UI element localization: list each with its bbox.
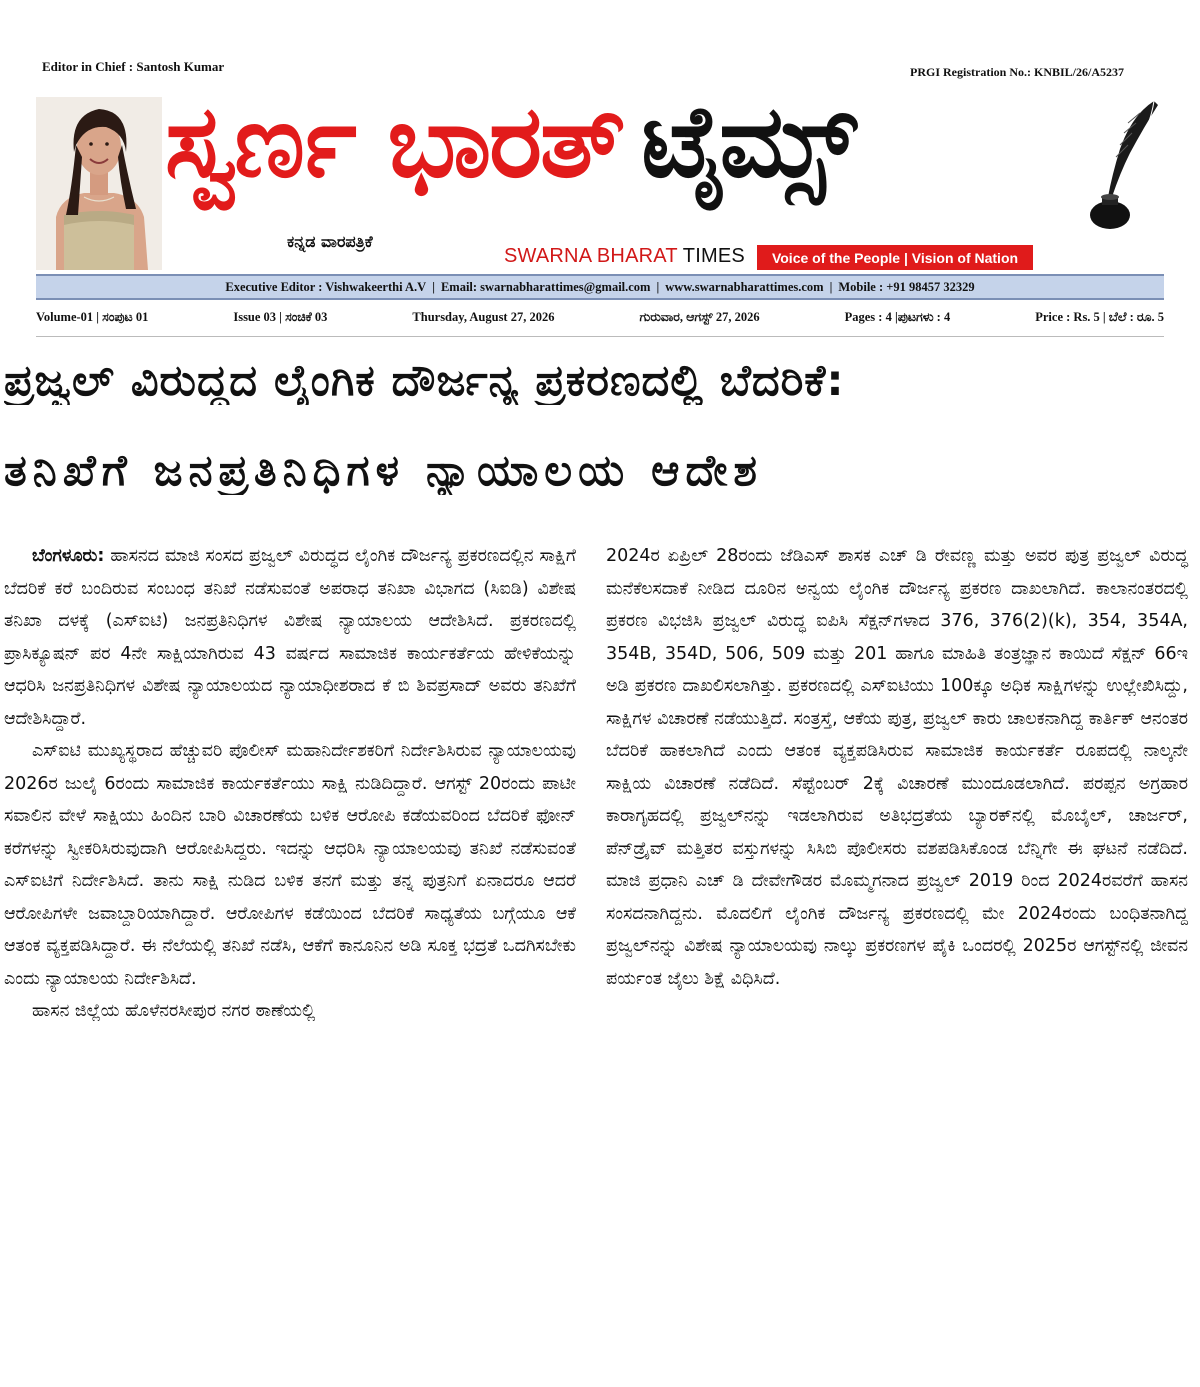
quill-inkpot-icon xyxy=(1080,97,1162,232)
article-paragraph xyxy=(4,540,576,735)
date-english: Thursday, August 27, 2026 xyxy=(412,310,555,324)
article-paragraph: ಹಾಸನ ಜಿಲ್ಲೆಯ ಹೊಳೆನರಸೀಪುರ ನಗರ ಠಾಣೆಯಲ್ಲಿ xyxy=(32,1001,316,1021)
email-contact[interactable]: Email: swarnabharattimes@gmail.com xyxy=(440,279,651,294)
date-kannada: ಗುರುವಾರ, ಆಗಸ್ಟ್ 27, 2026 xyxy=(639,310,760,324)
paragraph-text: ಹಾಸನದ ಮಾಜಿ ಸಂಸದ ಪ್ರಜ್ವಲ್ ವಿರುದ್ಧದ ಲೈಂಗಿಕ ದೌರ್ಜನ್ಯ ಪ್ರಕರಣದಲ್ಲಿನ ಸಾಕ್ಷಿಗೆ ಬೆದರಿಕೆ ಕರೆ ಬಂದಿರುವ ಸಂಬಂಧ ತನಿಖೆ ನಡೆಸುವಂತೆ ಅಪರಾಧ ತನಿಖಾ ವಿಭಾಗದ (ಸಿಐಡಿ) ವಿಶೇಷ ತನಿಖಾ ದಳಕ್ಕೆ (ಎಸ್‌ಐಟಿ) ಜನಪ್ರತಿನಿಧಿಗಳ ವಿಶೇಷ ನ್ಯಾಯಾಲಯ ಆದೇಶಿಸಿದೆ. ಪ್ರಕರಣದಲ್ಲಿ ಪ್ರಾಸಿಕ್ಯೂಷನ್ ಪರ 4ನೇ ಸಾಕ್ಷಿಯಾಗಿರುವ 43 ವರ್ಷದ ಸಾಮಾಜಿಕ ಕಾರ್ಯಕರ್ತೆಯ ಹೇಳಿಕೆಯನ್ನು ಆಧರಿಸಿ ಜನಪ್ರತಿನಿಧಿಗಳ ವಿಶೇಷ ನ್ಯಾಯಾಲಯದ ನ್ಯಾಯಾಧೀಶರಾದ ಕೆ ಬಿ ಶಿವಪ್ರಸಾದ್ ಅವರು ತನಿಖೆಗೆ ಆದೇಶಿಸಿದ್ದಾರೆ. xyxy=(4,546,576,729)
masthead-black-text: ಟೈಮ್ಸ್ xyxy=(641,83,855,200)
article-column-left xyxy=(4,540,576,1386)
masthead-photo xyxy=(36,97,162,270)
article-paragraph: ಎಸ್‌ಐಟಿ ಮುಖ್ಯಸ್ಥರಾದ ಹೆಚ್ಚುವರಿ ಪೊಲೀಸ್ ಮಹಾನಿರ್ದೇಶಕರಿಗೆ ನಿರ್ದೇಶಿಸಿರುವ ನ್ಯಾಯಾಲಯವು 2026ರ ಜುಲೈ 6ರಂದು ಸಾಮಾಜಿಕ ಕಾರ್ಯಕರ್ತೆಯು ಸಾಕ್ಷಿ ನುಡಿದಿದ್ದಾರೆ. ಆಗಸ್ಟ್ 20ರಂದು ಪಾಟೀ ಸವಾಲಿನ ವೇಳೆ ಸಾಕ್ಷಿಯು ಹಿಂದಿನ ಬಾರಿ ವಿಚಾರಣೆಯ ಬಳಿಕ ಆರೋಪಿ ಕಡೆಯವರಿಂದ ಬೆದರಿಕೆ ಫೋನ್ ಕರೆಗಳನ್ನು ಸ್ವೀಕರಿಸಿರುವುದಾಗಿ ಆರೋಪಿಸಿದ್ದರು. ಇದನ್ನು ಆಧರಿಸಿ ನ್ಯಾಯಾಲಯವು ತನಿಖೆ ನಡೆಸುವಂತೆ ಎಸ್‌ಐಟಿಗೆ ನಿರ್ದೇಶಿಸಿದೆ. ತಾನು ಸಾಕ್ಷಿ ನುಡಿದ ಬಳಿಕ ತನಗೆ ಮತ್ತು ತನ್ನ ಪುತ್ರನಿಗೆ ಏನಾದರೂ ಆದರೆ ಆರೋಪಿಗಳೇ ಜವಾಬ್ದಾರಿಯಾಗಿದ್ದಾರೆ. ಆರೋಪಿಗಳ ಕಡೆಯಿಂದ ಬೆದರಿಕೆ ಸಾಧ್ಯತೆಯ ಬಗ್ಗೆಯೂ ಆಕೆ ಆತಂಕ ವ್ಯಕ್ತಪಡಿಸಿದ್ದಾರೆ. ಈ ನೆಲೆಯಲ್ಲಿ ತನಿಖೆ ನಡೆಸಿ, ಆಕೆಗೆ ಕಾನೂನಿನ ಅಡಿ ಸೂಕ್ತ ಭದ್ರತೆ ಒದಗಿಸಬೇಕು ಎಂದು ನ್ಯಾಯಾಲಯ ನಿರ್ದೇಶಿಸಿದೆ. xyxy=(4,741,576,989)
issue-info: Issue 03 | ಸಂಚಿಕೆ 03 xyxy=(233,310,328,324)
article-column-right xyxy=(606,540,1188,995)
separator: | xyxy=(829,279,833,294)
masthead-red-text: ಸ್ವರ್ಣ ಭಾರತ್ xyxy=(165,83,624,200)
woman-portrait-image xyxy=(36,97,162,270)
separator: | xyxy=(432,279,435,294)
volume-info: Volume-01 | ಸಂಪುಟ 01 xyxy=(36,310,149,324)
mobile-contact: Mobile : +91 98457 32329 xyxy=(838,279,975,294)
website-link[interactable]: www.swarnabharattimes.com xyxy=(665,279,824,294)
headline-line-2: ತನಿಖೆಗೆ ಜನಪ್ರತಿನಿಧಿಗಳ ನ್ಯಾಯಾಲಯ ಆದೇಶ xyxy=(4,448,763,496)
contact-info-bar xyxy=(36,274,1164,300)
separator: | xyxy=(656,279,660,294)
executive-editor: Executive Editor : Vishwakeerthi A.V xyxy=(225,279,427,294)
pages-info: Pages : 4 |ಪುಟಗಳು : 4 xyxy=(844,310,951,324)
edition-info-line xyxy=(36,310,1164,325)
divider xyxy=(36,336,1164,337)
price-info: Price : Rs. 5 | ಬೆಲೆ : ರೂ. 5 xyxy=(1035,310,1164,324)
brand-name xyxy=(504,245,745,268)
prgi-registration: PRGI Registration No.: KNBIL/26/A5237 xyxy=(910,65,1124,79)
dateline: ಬೆಂಗಳೂರು: xyxy=(32,546,105,566)
brand-name-red: SWARNA BHARAT xyxy=(504,245,678,267)
tagline-banner: Voice of the People | Vision of Nation xyxy=(757,245,1033,270)
editor-in-chief: Editor in Chief : Santosh Kumar xyxy=(42,59,225,74)
masthead-title xyxy=(165,83,855,200)
brand-name-black: TIMES xyxy=(682,245,745,267)
masthead-subtitle: ಕನ್ನಡ ವಾರಪತ್ರಿಕೆ xyxy=(287,232,373,251)
article-paragraph: 2024ರ ಏಪ್ರಿಲ್ 28ರಂದು ಜೆಡಿಎಸ್ ಶಾಸಕ ಎಚ್ ಡಿ ರೇವಣ್ಣ ಮತ್ತು ಅವರ ಪುತ್ರ ಪ್ರಜ್ವಲ್ ವಿರುದ್ಧ ಮನೆಕೆಲಸದಾಕೆ ನೀಡಿದ ದೂರಿನ ಅನ್ವಯ ಲೈಂಗಿಕ ದೌರ್ಜನ್ಯ ಪ್ರಕರಣ ದಾಖಲಾಗಿದೆ. ಕಾಲಾನಂತರದಲ್ಲಿ ಪ್ರಕರಣ ವಿಭಜಿಸಿ ಪ್ರಜ್ವಲ್ ವಿರುದ್ಧ ಐಪಿಸಿ ಸೆಕ್ಷನ್‌ಗಳಾದ 376, 376(2)(k), 354, 354A, 354B, 354D, 506, 509 ಮತ್ತು 201 ಹಾಗೂ ಮಾಹಿತಿ ತಂತ್ರಜ್ಞಾನ ಕಾಯಿದೆ ಸೆಕ್ಷನ್ 66ಇ ಅಡಿ ಪ್ರಕರಣ ದಾಖಲಿಸಲಾಗಿತ್ತು. ಪ್ರಕರಣದಲ್ಲಿ ಎಸ್‌ಐಟಿಯು 100ಕ್ಕೂ ಅಧಿಕ ಸಾಕ್ಷಿಗಳನ್ನು ಉಲ್ಲೇಖಿಸಿದ್ದು, ಸಾಕ್ಷಿಗಳ ವಿಚಾರಣೆ ನಡೆಯುತ್ತಿದೆ. ಸಂತ್ರಸ್ತೆ, ಆಕೆಯ ಪುತ್ರ, ಪ್ರಜ್ವಲ್ ಕಾರು ಚಾಲಕನಾಗಿದ್ದ ಕಾರ್ತಿಕ್ ಆನಂತರ ಬೆದರಿಕೆ ಹಾಕಲಾಗಿದೆ ಎಂದು ಆತಂಕ ವ್ಯಕ್ತಪಡಿಸಿರುವ ಸಾಮಾಜಿಕ ಕಾರ್ಯಕರ್ತೆ ರೂಪದಲ್ಲಿ ನಾಲ್ಕನೇ ಸಾಕ್ಷಿಯ ವಿಚಾರಣೆ ನಡೆದಿದೆ. ಸೆಪ್ಟೆಂಬರ್ 2ಕ್ಕೆ ವಿಚಾರಣೆ ಮುಂದೂಡಲಾಗಿದೆ. ಪರಪ್ಪನ ಅಗ್ರಹಾರ ಕಾರಾಗೃಹದಲ್ಲಿ ಪ್ರಜ್ವಲ್‌ನನ್ನು ಇಡಲಾಗಿರುವ ಅತಿಭದ್ರತೆಯ ಬ್ಯಾರಕ್‌ನಲ್ಲಿ ಮೊಬೈಲ್, ಚಾರ್ಜರ್, ಪೆನ್‌ಡ್ರೈವ್ ಮತ್ತಿತರ ವಸ್ತುಗಳನ್ನು ಸಿಸಿಬಿ ಪೊಲೀಸರು ವಶಪಡಿಸಿಕೊಂಡ ಬೆನ್ನಿಗೇ ಈ ಘಟನೆ ನಡೆದಿದೆ. ಮಾಜಿ ಪ್ರಧಾನಿ ಎಚ್ ಡಿ ದೇವೇಗೌಡರ ಮೊಮ್ಮಗನಾದ ಪ್ರಜ್ವಲ್ 2019 ರಿಂದ 2024ರವರೆಗೆ ಹಾಸನ ಸಂಸದನಾಗಿದ್ದನು. ಮೊದಲಿಗೆ ಲೈಂಗಿಕ ದೌರ್ಜನ್ಯ ಪ್ರಕರಣದಲ್ಲಿ ಮೇ 2024ರಂದು ಬಂಧಿತನಾಗಿದ್ದ ಪ್ರಜ್ವಲ್‌ನನ್ನು ವಿಶೇಷ ನ್ಯಾಯಾಲಯವು ನಾಲ್ಕು ಪ್ರಕರಣಗಳ ಪೈಕಿ ಒಂದರಲ್ಲಿ 2025ರ ಆಗಸ್ಟ್‌ನಲ್ಲಿ ಜೀವನ ಪರ್ಯಂತ ಜೈಲು ಶಿಕ್ಷೆ ವಿಧಿಸಿದೆ. xyxy=(606,546,1188,989)
headline-line-1: ಪ್ರಜ್ವಲ್ ವಿರುದ್ಧದ ಲೈಂಗಿಕ ದೌರ್ಜನ್ಯ ಪ್ರಕರಣದಲ್ಲಿ ಬೆದರಿಕೆ: xyxy=(4,358,845,406)
